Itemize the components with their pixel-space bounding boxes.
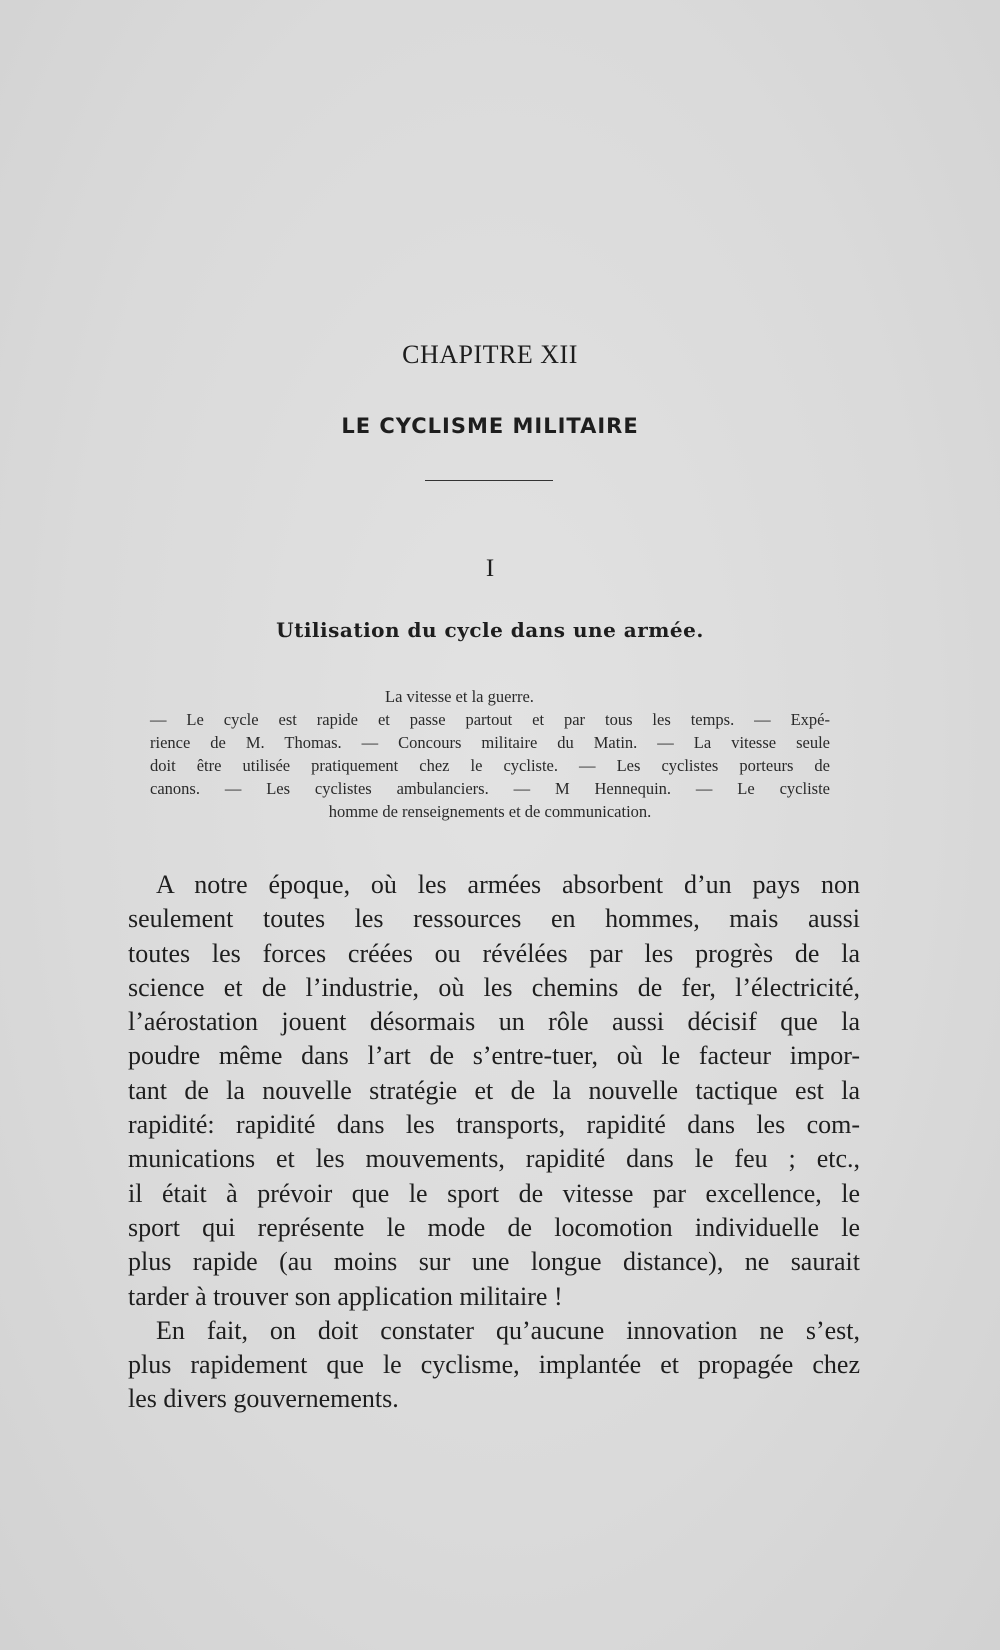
chapter-title: LE CYCLISME MILITAIRE <box>341 414 639 438</box>
text-line: munications et les mouvements, rapidité dans le feu ; etc., <box>128 1144 860 1174</box>
summary-line: homme de renseignements et de communication. <box>328 802 652 821</box>
summary-line: doit être utilisée pratiquement chez le cycliste. — Les cyclistes porteurs de <box>150 756 830 775</box>
text-line: il était à prévoir que le sport de vitesse par excellence, le <box>128 1178 860 1208</box>
body-text <box>128 868 860 1417</box>
title-divider <box>425 480 553 481</box>
section-title: Utilisation du cycle dans une armée. <box>276 618 704 642</box>
chapter-label: CHAPITRE XII <box>402 340 578 369</box>
summary-line: La vitesse et la guerre. <box>385 687 534 706</box>
text-line: les divers gouvernements. <box>128 1384 399 1414</box>
text-line: tant de la nouvelle stratégie et de la nouvelle tactique est la <box>128 1075 860 1105</box>
text-line: l’aérostation jouent désormais un rôle aussi décisif que la <box>128 1007 860 1037</box>
section-number: I <box>485 555 495 582</box>
summary-line: — Le cycle est rapide et passe partout et par tous les temps. — Expé- <box>150 710 830 729</box>
summary-line: rience de M. Thomas. — Concours militaire du Matin. — La vitesse seule <box>150 733 830 752</box>
text-line: poudre même dans l’art de s’entre-tuer, où le facteur impor- <box>128 1041 860 1071</box>
summary-line: canons. — Les cyclistes ambulanciers. — M Hennequin. — Le cycliste <box>150 779 830 798</box>
text-line: plus rapidement que le cyclisme, implantée et propagée chez <box>128 1350 860 1380</box>
chapter-summary <box>150 685 830 823</box>
text-line: A notre époque, où les armées absorbent d’un pays non <box>156 870 860 899</box>
text-line: En fait, on doit constater qu’aucune innovation ne s’est, <box>156 1315 860 1345</box>
text-line: toutes les forces créées ou révélées par les progrès de la <box>128 938 860 968</box>
text-line: science et de l’industrie, où les chemins de fer, l’électricité, <box>128 972 860 1002</box>
text-line: sport qui représente le mode de locomotion individuelle le <box>128 1212 860 1242</box>
text-line: seulement toutes les ressources en hommes, mais aussi <box>128 904 860 934</box>
text-line: rapidité: rapidité dans les transports, rapidité dans les com- <box>128 1110 860 1140</box>
text-line: tarder à trouver son application militaire ! <box>128 1281 563 1311</box>
text-line: plus rapide (au moins sur une longue distance), ne saurait <box>128 1247 860 1277</box>
